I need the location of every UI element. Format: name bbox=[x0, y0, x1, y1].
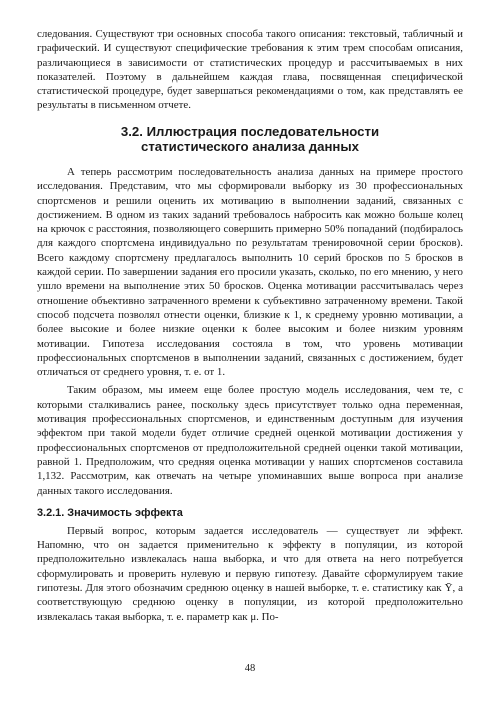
subsection-paragraph: Первый вопрос, которым задается исследователь — существует ли эффект. Напомню, что он задается применительно к эффекту в популяции, из которой предположительно извлекалась наша выборка, и что для ответа на него потребуется сформулировать и проверить нулевую и первую гипотезу. Давайте сформулируем такие гипотезы. Для этого обозначим среднюю оценку в нашей выборке, т. е. статистику как Ȳ, а соответствующую среднюю оценку в популяции, из которой предположительно извлекалась такая выборка, т. е. параметр как μ. По- bbox=[37, 524, 463, 623]
section-paragraph-2: Таким образом, мы имеем еще более простую модель исследования, чем те, с которыми сталкивались ранее, поскольку здесь присутствует только одна переменная, мотивация профессиональных спортсменов, и единственным доступным для изучения эффектом при такой модели будет отличие средней оценкой мотивации достижения у профессиональных спортсменов от предположительной средней оценки такой мотивации, равной 1. Предположим, что средняя оценка мотивации у наших спортсменов составила 1,132. Рассмотрим, как отвечать на четыре упоминавших выше вопроса при анализе данных такого исследования. bbox=[37, 384, 463, 497]
intro-paragraph: следования. Существуют три основных способа такого описания: текстовый, табличный и графический. И существуют специфические требования к этим трем способам описания, различающиеся в зависимости от статистических процедур и рассчитываемых в них показателей. Поэтому в дальнейшем каждая глава, посвященная специфической статистической процедуре, будет завершаться рекомендациями о том, как представлять ее результаты в письменном отчете. bbox=[37, 28, 463, 112]
section-title-line-2: статистического анализа данных bbox=[141, 139, 359, 155]
section-heading bbox=[37, 124, 463, 155]
section-title-line-1: 3.2. Иллюстрация последовательности bbox=[120, 123, 380, 139]
subsection-heading: 3.2.1. Значимость эффекта bbox=[37, 506, 183, 519]
section-paragraph-1: А теперь рассмотрим последовательность анализа данных на примере простого исследования. Представим, что мы сформировали выборку из 30 профессиональных спортсменов и решили оценить их мотивацию в выполнении заданий, связанных с достижением. В одном из таких заданий требовалось набросить как можно больше колец на крючок с расстояния, позволяющего совершить примерно 50% попаданий (подбиралось для каждого спортсмена индивидуально по результатам тренировочной серии бросков). Всего каждому спортсмену предлагалось выполнить 10 серий бросков по 5 бросков в каждой серии. По завершении задания его просили указать, сколько, по его мнению, у него ушло времени на выполнение этих 50 бросков. Оценка мотивации рассчитывалась через отношение объективно затраченного времени к субъективно затраченному времени. Такой способ подсчета позволял отнести оценки, близкие к 1, к среднему уровню мотивации, а более высокие и более низкие оценки к более высоким и более низким уровням мотивации. Гипотеза исследования состояла в том, что уровень мотивации профессиональных спортсменов в выполнении заданий, связанных с достижением, будет отличаться от среднего уровня, т. е. от 1. bbox=[37, 165, 463, 379]
page-number: 48 bbox=[244, 663, 256, 674]
